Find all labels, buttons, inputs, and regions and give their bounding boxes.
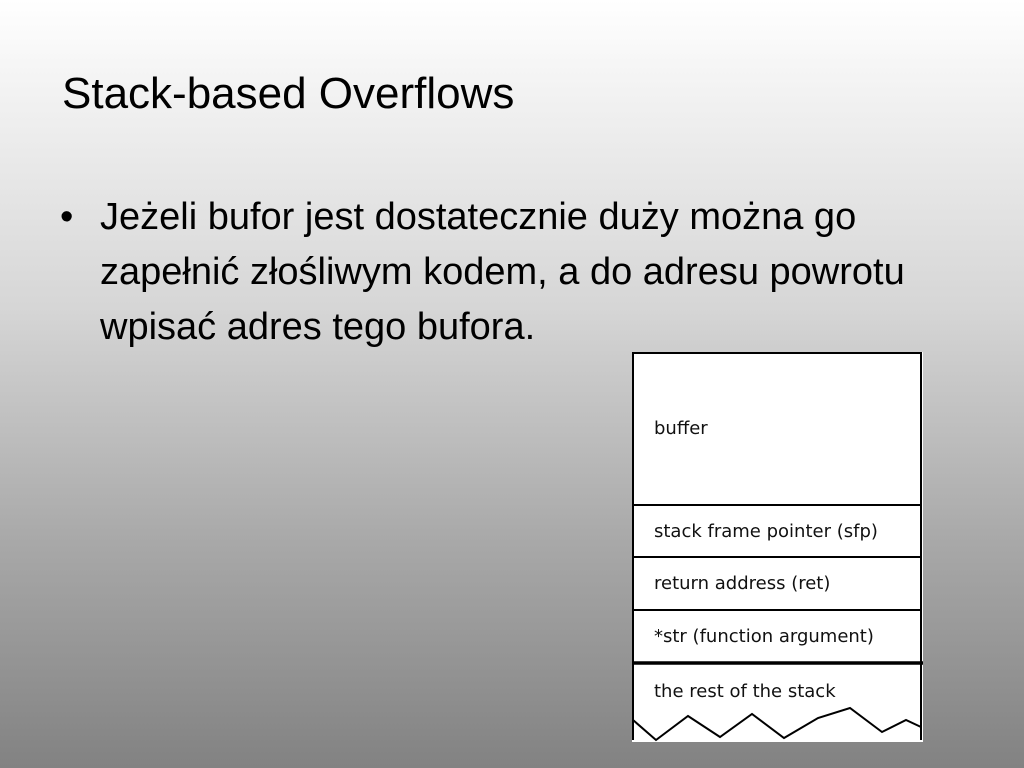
slide-title: Stack-based Overflows [62,69,515,118]
stack-cell-str-label: *str (function argument) [654,626,874,647]
stack-cell-buffer-label: buffer [654,418,708,439]
bullet-marker: • [60,196,74,238]
stack-cell-ret-label: return address (ret) [654,573,831,594]
stack-cell-sfp-label: stack frame pointer (sfp) [654,521,878,542]
stack-cell-rest-label: the rest of the stack [654,681,836,702]
stack-diagram-svg [632,352,923,742]
bullet-list [60,190,970,355]
bullet-item [60,190,970,355]
bullet-text: Jeżeli bufor jest dostatecznie duży można go zapełnić złośliwym kodem, a do adresu powrotu wpisać adres tego bufora. [100,196,905,348]
stack-diagram [632,352,923,742]
